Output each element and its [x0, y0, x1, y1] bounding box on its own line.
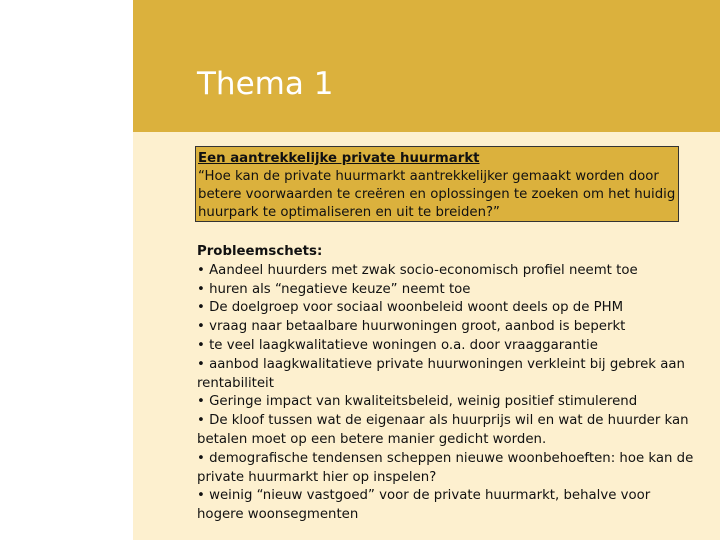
box-question: “Hoe kan de private huurmarkt aantrekkelijker gemaakt worden door betere voorwaarden te creëren en oplossingen te zoeken om het huidig huurpark te optimaliseren en uit te breiden?” [198, 169, 676, 220]
list-item: • De doelgroep voor sociaal woonbeleid woont deels op de PHM [197, 299, 697, 318]
left-margin [0, 0, 133, 540]
list-item: • Aandeel huurders met zwak socio-economisch profiel neemt toe [197, 262, 697, 281]
slide-title: Thema 1 [197, 66, 334, 102]
list-item: • te veel laagkwalitatieve woningen o.a. door vraaggarantie [197, 337, 697, 356]
theme-question-box [195, 146, 679, 222]
problem-heading: Probleemschets: [197, 244, 323, 259]
box-heading: Een aantrekkelijke private huurmarkt [198, 151, 480, 166]
list-item: • demografische tendensen scheppen nieuwe woonbehoeften: hoe kan de private huurmarkt hier op inspelen? [197, 450, 697, 488]
list-item: • huren als “negatieve keuze” neemt toe [197, 281, 697, 300]
slide-content [133, 132, 720, 540]
list-item: • vraag naar betaalbare huurwoningen groot, aanbod is beperkt [197, 318, 697, 337]
list-item: • Geringe impact van kwaliteitsbeleid, weinig positief stimulerend [197, 393, 697, 412]
title-banner [133, 0, 720, 132]
list-item: • De kloof tussen wat de eigenaar als huurprijs wil en wat de huurder kan betalen moet op een betere manier gedicht worden. [197, 412, 697, 450]
list-item: • aanbod laagkwalitatieve private huurwoningen verkleint bij gebrek aan rentabiliteit [197, 356, 697, 394]
problem-statement [197, 243, 697, 525]
list-item: • weinig “nieuw vastgoed” voor de private huurmarkt, behalve voor hogere woonsegmenten [197, 487, 697, 525]
